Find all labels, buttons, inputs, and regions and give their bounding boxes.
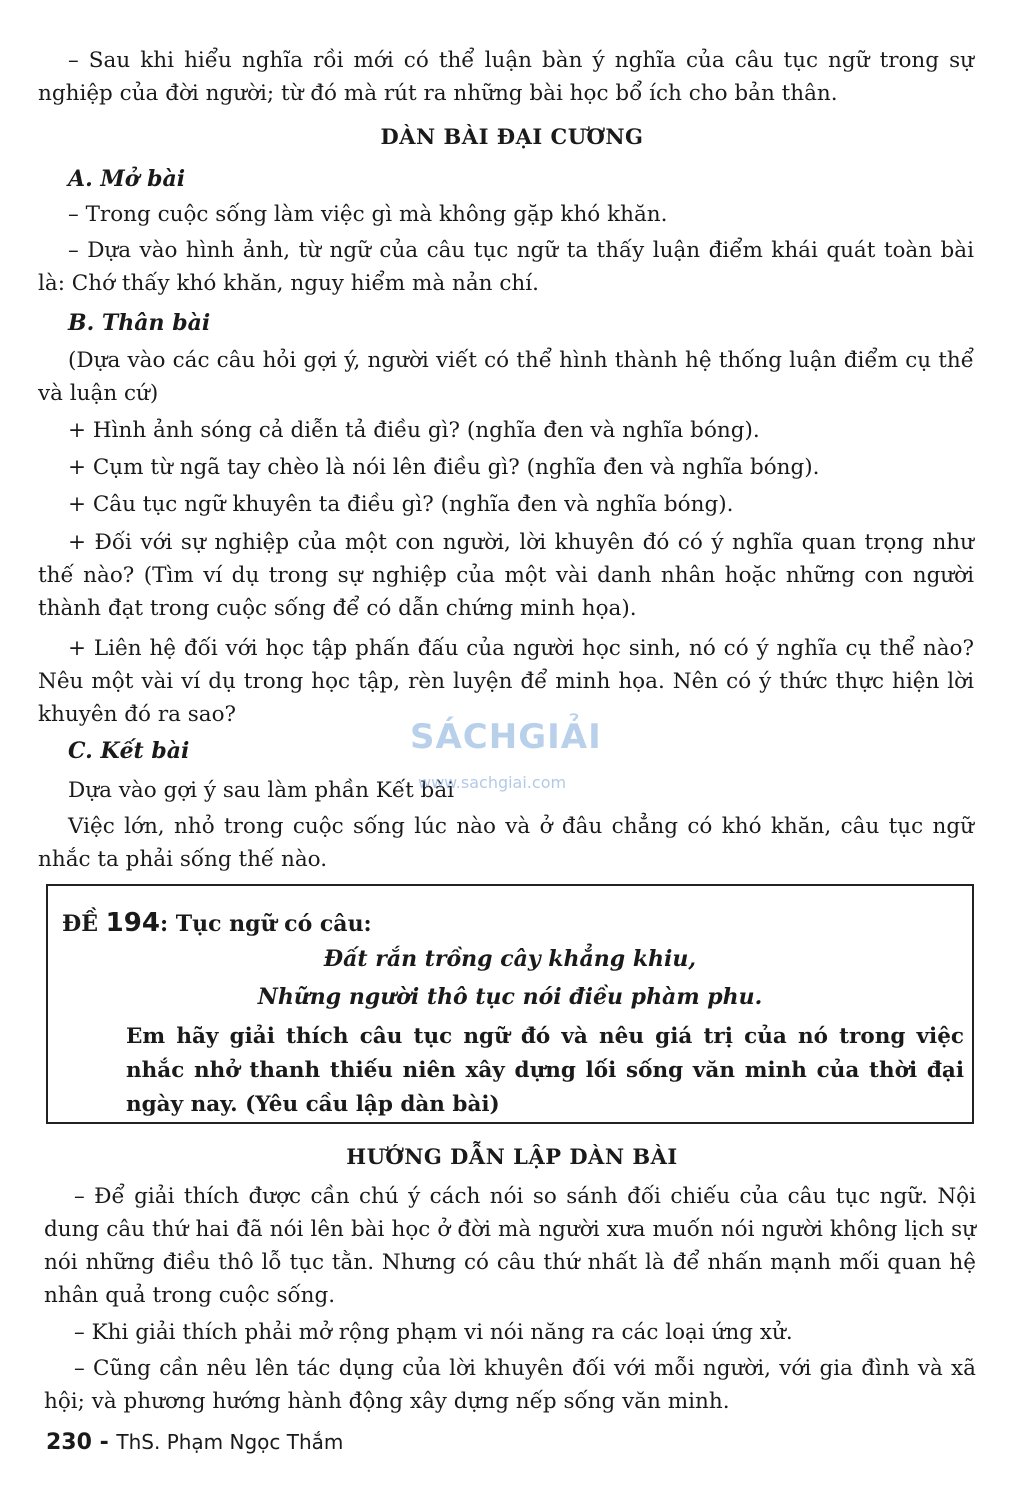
guide-item-1: – Để giải thích được cần chú ý cách nói so sánh đối chiếu của câu tục ngữ. Nội dung câu thứ hai đã nói lên bài học ở đời mà người xưa muốn nói người không lịch sự nói những điều thô lỗ tục tằn. Nhưng có câu thứ nhất là để nhấn mạnh mối quan hệ nhân quả trong cuộc sống.: [44, 1184, 976, 1308]
page-number: 230: [46, 1430, 92, 1455]
watermark-brand: SÁCHGIẢI: [410, 717, 602, 757]
than-bai-note: (Dựa vào các câu hỏi gợi ý, người viết có thể hình thành hệ thống luận điểm cụ thể và luận cứ): [38, 348, 974, 406]
than-bai-item-3: + Câu tục ngữ khuyên ta điều gì? (nghĩa đen và nghĩa bóng).: [68, 492, 734, 517]
guide-item-3: – Cũng cần nêu lên tác dụng của lời khuyên đối với mỗi người, với gia đình và xã hội; và phương hướng hành động xây dựng nếp sống văn minh.: [44, 1356, 976, 1414]
watermark-url: www.sachgiai.com: [418, 773, 567, 792]
exercise-box: [46, 884, 974, 1124]
exercise-title: [62, 908, 372, 938]
than-bai-item-5: + Liên hệ đối với học tập phấn đấu của người học sinh, nó có ý nghĩa cụ thể nào? Nêu một vài ví dụ trong học tập, rèn luyện để minh họa. Nên có ý thức thực hiện lời khuyên đó ra sao?: [38, 636, 974, 727]
ket-bai-item-1: Dựa vào gợi ý sau làm phần Kết bài: [68, 778, 455, 803]
guide-item-2: – Khi giải thích phải mở rộng phạm vi nói năng ra các loại ứng xử.: [74, 1320, 793, 1345]
exercise-label: ĐỀ: [62, 911, 98, 937]
than-bai-item-2: + Cụm từ ngã tay chèo là nói lên điều gì? (nghĩa đen và nghĩa bóng).: [68, 455, 820, 480]
exercise-lead: : Tục ngữ có câu:: [159, 911, 372, 937]
outline-title: DÀN BÀI ĐẠI CƯƠNG: [380, 124, 644, 149]
exercise-question: Em hãy giải thích câu tục ngữ đó và nêu giá trị của nó trong việc nhắc nhở thanh thiếu niên xây dựng lối sống văn minh của thời đại ngày nay. (Yêu cầu lập dàn bài): [126, 1024, 964, 1117]
than-bai-item-4: + Đối với sự nghiệp của một con người, lời khuyên đó có ý nghĩa quan trọng như thế nào? (Tìm ví dụ trong sự nghiệp của một vài danh nhân hoặc những con người thành đạt trong cuộc sống để có dẫn chứng minh họa).: [38, 530, 974, 621]
intro-paragraph: – Sau khi hiểu nghĩa rồi mới có thể luận bàn ý nghĩa của câu tục ngữ trong sự nghiệp của đời người; từ đó mà rút ra những bài học bổ ích cho bản thân.: [38, 48, 974, 106]
section-heading-than-bai: B. Thân bài: [68, 310, 211, 336]
than-bai-item-1: + Hình ảnh sóng cả diễn tả điều gì? (nghĩa đen và nghĩa bóng).: [68, 418, 760, 443]
section-heading-mo-bai: A. Mở bài: [68, 166, 186, 192]
footer-separator: -: [91, 1430, 117, 1455]
proverb-line-1: Đất rắn trồng cây khẳng khiu,: [323, 946, 697, 972]
page-footer: [46, 1430, 343, 1455]
footer-author: ThS. Phạm Ngọc Thắm: [116, 1430, 344, 1454]
mo-bai-item-1: – Trong cuộc sống làm việc gì mà không gặp khó khăn.: [68, 202, 668, 227]
section-heading-ket-bai: C. Kết bài: [68, 738, 190, 764]
exercise-number: 194: [105, 908, 160, 938]
ket-bai-item-2: Việc lớn, nhỏ trong cuộc sống lúc nào và ở đâu chẳng có khó khăn, câu tục ngữ nhắc ta phải sống thế nào.: [38, 814, 974, 872]
mo-bai-item-2: – Dựa vào hình ảnh, từ ngữ của câu tục ngữ ta thấy luận điểm khái quát toàn bài là: Chớ thấy khó khăn, nguy hiểm mà nản chí.: [38, 238, 974, 296]
guide-title: HƯỚNG DẪN LẬP DÀN BÀI: [346, 1144, 678, 1169]
proverb-line-2: Những người thô tục nói điều phàm phu.: [257, 984, 763, 1010]
